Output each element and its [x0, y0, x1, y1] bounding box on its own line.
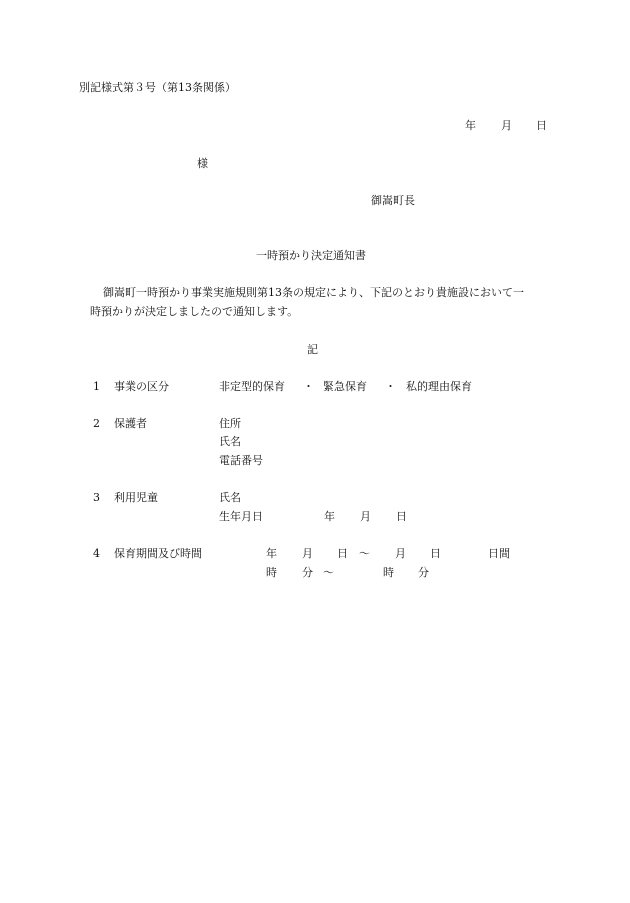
item3-birthdate-field: 生年月日 [219, 510, 263, 523]
item3-birth-month: 月 [360, 510, 371, 523]
item4-to-day: 日 [430, 547, 441, 560]
item4-from-month: 月 [302, 547, 313, 560]
item1-number: 1 [93, 380, 100, 393]
body-line-1: 御嵩町一時預かり事業実施規則第13条の規定により、下記のとおり貴施設において一 [103, 286, 524, 299]
item4-from-year: 年 [266, 547, 277, 560]
item4-to-hour: 時 [383, 566, 394, 579]
ki-label: 記 [307, 343, 318, 356]
addressee-suffix: 様 [197, 157, 208, 170]
item2-name-field: 氏名 [219, 435, 241, 448]
item2-address-field: 住所 [219, 417, 241, 430]
item1-separator-1: ・ [303, 380, 314, 393]
item3-birth-year: 年 [324, 510, 335, 523]
item4-to-minute: 分 [418, 566, 429, 579]
item4-days-count: 日間 [488, 547, 510, 560]
item3-birth-day: 日 [396, 510, 407, 523]
item1-option-irregular: 非定型的保育 [219, 380, 285, 393]
item2-label: 保護者 [114, 417, 147, 430]
item4-number: 4 [93, 547, 100, 560]
item4-from-minute: 分 [302, 566, 313, 579]
item2-phone-field: 電話番号 [219, 454, 263, 467]
item3-number: 3 [93, 491, 100, 504]
item4-tilde-date: 〜 [359, 547, 370, 560]
item2-number: 2 [93, 417, 100, 430]
item4-from-day: 日 [337, 547, 348, 560]
body-line-2: 時預かりが決定しましたので通知します。 [90, 305, 299, 318]
document-title: 一時預かり決定通知書 [256, 249, 366, 262]
item1-separator-2: ・ [385, 380, 396, 393]
item4-label: 保育期間及び時間 [114, 547, 202, 560]
issuer: 御嵩町長 [371, 194, 415, 207]
date-year-label: 年 [465, 119, 476, 132]
item4-from-hour: 時 [266, 566, 277, 579]
item3-label: 利用児童 [114, 491, 158, 504]
item1-option-private: 私的理由保育 [406, 380, 472, 393]
item1-option-emergency: 緊急保育 [323, 380, 367, 393]
form-label: 別記様式第３号（第13条関係） [79, 81, 236, 94]
date-day-label: 日 [536, 119, 547, 132]
item1-label: 事業の区分 [114, 380, 169, 393]
item3-name-field: 氏名 [219, 491, 241, 504]
item4-to-month: 月 [395, 547, 406, 560]
item4-tilde-time: 〜 [323, 566, 334, 579]
date-month-label: 月 [501, 119, 512, 132]
